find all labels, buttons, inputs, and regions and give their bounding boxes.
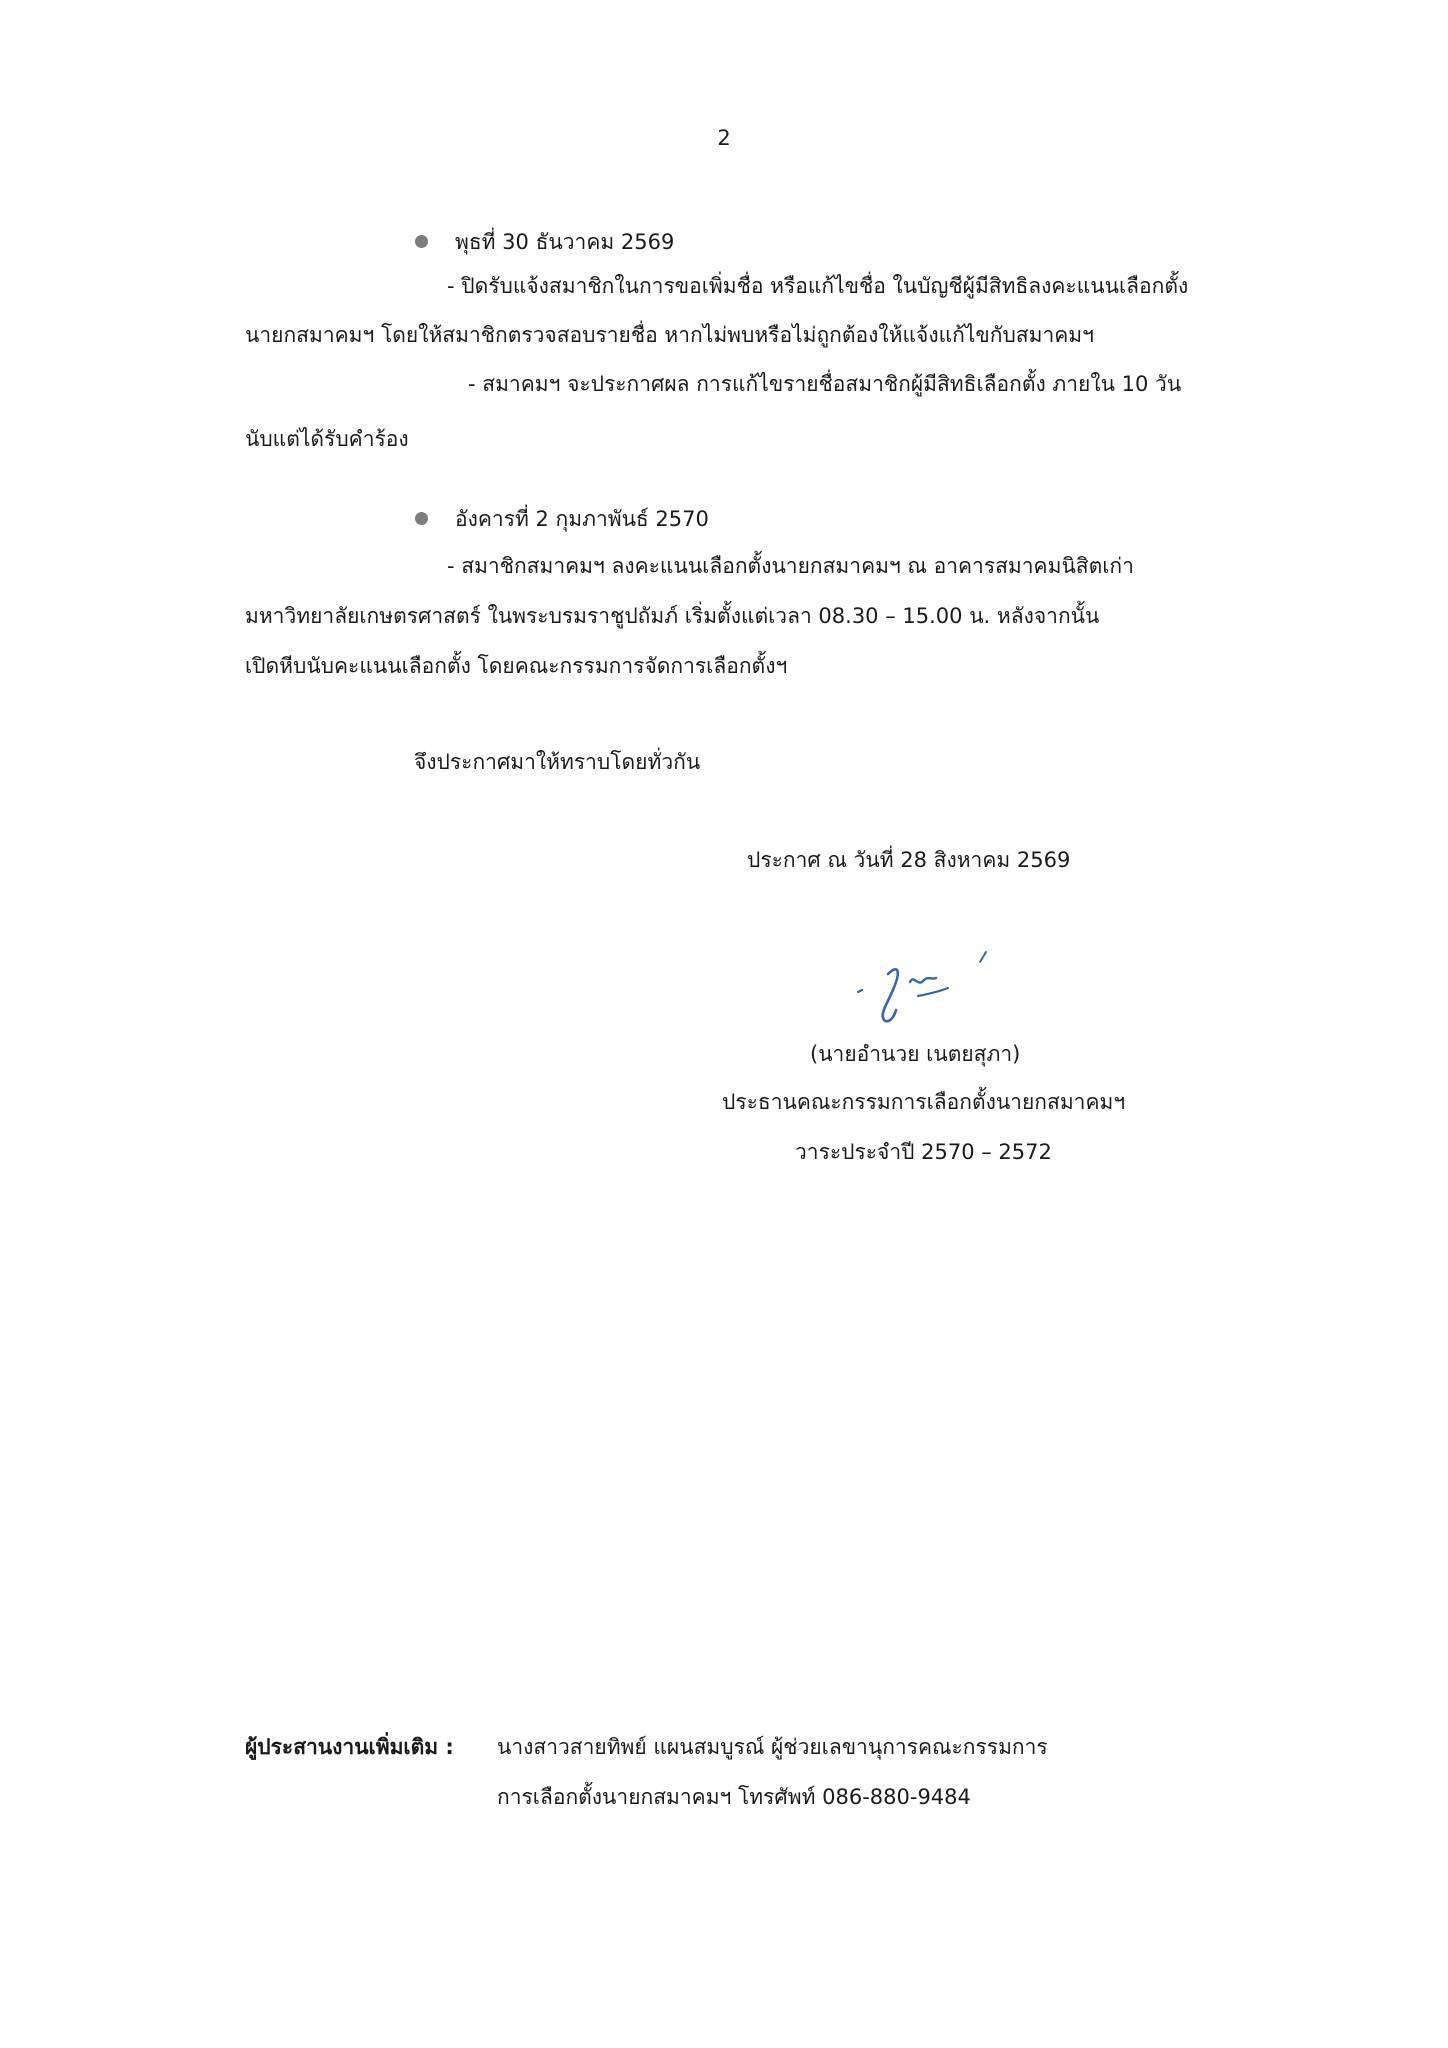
bullet-icon <box>415 235 428 248</box>
section2-heading: อังคารที่ 2 กุมภาพันธ์ 2570 <box>455 507 709 531</box>
section1-item2-line2: นับแต่ได้รับคำร้อง <box>245 427 409 451</box>
section2-item1-line3: เปิดหีบนับคะแนนเลือกตั้ง โดยคณะกรรมการจัดการเลือกตั้งฯ <box>245 654 788 678</box>
signatory-term: วาระประจำปี 2570 – 2572 <box>795 1140 1052 1164</box>
section1-heading: พุธที่ 30 ธันวาคม 2569 <box>455 230 675 254</box>
contact-line2: การเลือกตั้งนายกสมาคมฯ โทรศัพท์ 086-880-9484 <box>497 1785 971 1809</box>
contact-line1: นางสาวสายทิพย์ แผนสมบูรณ์ ผู้ช่วยเลขานุการคณะกรรมการ <box>497 1735 1048 1759</box>
closing-statement: จึงประกาศมาให้ทราบโดยทั่วกัน <box>414 750 701 774</box>
page-number: 2 <box>717 126 731 150</box>
section1-item1-line2: นายกสมาคมฯ โดยให้สมาชิกตรวจสอบรายชื่อ หากไม่พบหรือไม่ถูกต้องให้แจ้งแก้ไขกับสมาคมฯ <box>245 323 1094 347</box>
signatory-name: (นายอำนวย เนตยสุภา) <box>810 1042 1021 1066</box>
section2-item1-line1: - สมาชิกสมาคมฯ ลงคะแนนเลือกตั้งนายกสมาคมฯ ณ อาคารสมาคมนิสิตเก่า <box>447 554 1134 578</box>
section1-item2-line1: - สมาคมฯ จะประกาศผล การแก้ไขรายชื่อสมาชิกผู้มีสิทธิเลือกตั้ง ภายใน 10 วัน <box>468 372 1182 396</box>
signatory-position: ประธานคณะกรรมการเลือกตั้งนายกสมาคมฯ <box>722 1090 1126 1114</box>
signature-icon <box>840 940 1010 1040</box>
bullet-icon <box>415 512 428 525</box>
section1-item1-line1: - ปิดรับแจ้งสมาชิกในการขอเพิ่มชื่อ หรือแก้ไขชื่อ ในบัญชีผู้มีสิทธิลงคะแนนเลือกตั้ง <box>447 274 1189 298</box>
contact-label: ผู้ประสานงานเพิ่มเติม : <box>245 1735 454 1759</box>
section2-item1-line2: มหาวิทยาลัยเกษตรศาสตร์ ในพระบรมราชูปถัมภ์ เริ่มตั้งแต่เวลา 08.30 – 15.00 น. หลังจากนั้น <box>245 604 1100 628</box>
announce-date: ประกาศ ณ วันที่ 28 สิงหาคม 2569 <box>747 848 1071 872</box>
